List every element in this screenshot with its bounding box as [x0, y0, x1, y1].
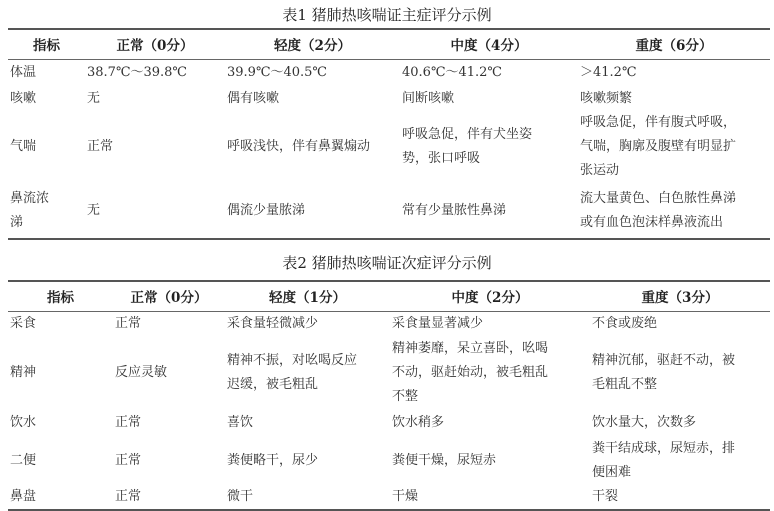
table-row: [8, 111, 770, 183]
indicator-cell: 咳嗽: [10, 90, 37, 106]
header-cell: 正常（0分）: [113, 281, 225, 311]
score-cell: 偶流少量脓涕: [227, 202, 306, 218]
table1-main-symptoms: [8, 28, 770, 240]
score-cell: 38.7℃～39.8℃: [87, 64, 187, 80]
score-cell: 粪便略干，尿少: [227, 453, 319, 468]
header-cell: 重度（6分）: [578, 29, 770, 59]
indicator-cell: 气喘: [10, 139, 37, 154]
score-cell: 呼吸急促，伴有腹式呼吸， 气喘，胸廓及腹壁有明显扩 张运动: [580, 115, 737, 178]
score-cell: 流大量黄色、白色脓性鼻涕 或有血色泡沫样鼻液流出: [580, 190, 737, 230]
score-cell: 饮水量大，次数多: [592, 415, 697, 430]
table-header-row: [8, 281, 770, 311]
table1-title: 表1 猪肺热咳喘证主症评分示例: [282, 6, 492, 24]
score-cell: 偶有咳嗽: [227, 90, 280, 106]
score-cell: 常有少量脓性鼻涕: [402, 202, 507, 218]
score-cell: 无: [87, 202, 101, 218]
score-cell: 40.6℃～41.2℃: [402, 64, 502, 80]
score-cell: 精神沉郁，驱赶不动，被 毛粗乱不整: [592, 353, 736, 392]
score-cell: ＞41.2℃: [580, 64, 637, 80]
table2-title: 表2 猪肺热咳喘证次症评分示例: [282, 254, 492, 272]
table-row: [8, 59, 770, 86]
score-cell: 饮水稍多: [392, 415, 445, 430]
score-cell: 粪干结成球，尿短赤，排 便困难: [592, 441, 736, 480]
score-cell: 干裂: [592, 489, 619, 504]
header-cell: 中度（4分）: [400, 29, 578, 59]
score-cell: 正常: [115, 415, 142, 430]
header-cell: 正常（0分）: [85, 29, 225, 59]
score-cell: 39.9℃～40.5℃: [227, 64, 327, 80]
score-cell: 正常: [115, 453, 142, 468]
score-cell: 反应灵敏: [115, 365, 168, 380]
table-row: [8, 183, 770, 239]
header-cell: 轻度（2分）: [225, 29, 400, 59]
score-cell: 精神萎靡，呆立喜卧，吆喝 不动，驱赶始动，被毛粗乱 不整: [392, 341, 549, 404]
table2-secondary-symptoms: [8, 280, 770, 511]
indicator-cell: 采食: [10, 316, 37, 332]
indicator-cell: 精神: [10, 365, 37, 380]
header-cell: 重度（3分）: [590, 281, 770, 311]
table-row: [8, 485, 770, 510]
score-cell: 精神不振，对吆喝反应 迟缓，被毛粗乱: [227, 353, 358, 392]
score-cell: 呼吸浅快，伴有鼻翼煽动: [227, 139, 371, 154]
indicator-cell: 鼻盘: [10, 489, 37, 504]
indicator-cell: 体温: [10, 64, 37, 80]
indicator-cell: 二便: [10, 453, 37, 468]
table-row: [8, 409, 770, 437]
score-cell: 正常: [87, 139, 114, 154]
table-row: [8, 337, 770, 409]
score-cell: 采食量显著减少: [392, 316, 484, 332]
table-row: [8, 311, 770, 337]
score-cell: 喜饮: [227, 415, 254, 430]
header-cell: 指标: [8, 281, 113, 311]
score-cell: 干燥: [392, 489, 419, 504]
score-cell: 采食量轻微减少: [227, 316, 319, 332]
header-cell: 指标: [8, 29, 85, 59]
score-cell: 呼吸急促，伴有犬坐姿 势，张口呼吸: [402, 127, 533, 166]
indicator-cell: 鼻流浓 涕: [10, 190, 50, 230]
table-row: [8, 437, 770, 485]
score-cell: 正常: [115, 316, 142, 332]
header-cell: 轻度（1分）: [225, 281, 390, 311]
score-cell: 间断咳嗽: [402, 90, 455, 106]
score-cell: 正常: [115, 489, 142, 504]
score-cell: 不食或废绝: [592, 316, 658, 332]
score-cell: 微干: [227, 489, 254, 504]
score-cell: 无: [87, 90, 101, 106]
score-cell: 咳嗽频繁: [580, 90, 633, 106]
header-cell: 中度（2分）: [390, 281, 590, 311]
table-header-row: [8, 29, 770, 59]
table-row: [8, 86, 770, 111]
indicator-cell: 饮水: [10, 415, 37, 430]
score-cell: 粪便干燥，尿短赤: [392, 453, 497, 468]
